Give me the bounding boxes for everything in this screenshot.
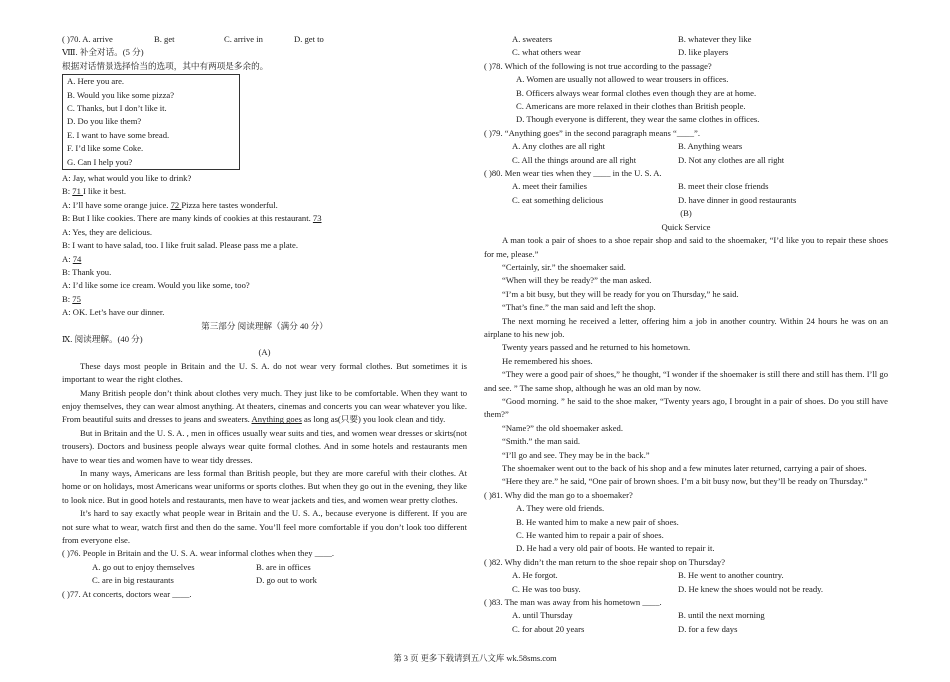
passage-b-paragraph: “That’s fine.” the man said and left the shop.	[502, 302, 656, 313]
dialog-text: A: I’ll have some orange juice.	[62, 199, 171, 210]
q80-options-row	[484, 194, 888, 207]
passage-b-paragraph: A man took a pair of shoes to a shoe repair shop and said to the shoemaker, “I’d like you to repair these shoes for me, please.”	[484, 235, 888, 259]
passage-a-paragraph: In many ways, Americans are less formal than British people, but they are more careful with their clothes. At home or on holidays, most Americans wear uniforms or sports clothes. But when they go out in the evening, they like to look nice. But in good hotels and restaurants, men have to wear jackets and ties, and women wear pretty clothes.	[62, 468, 467, 505]
dialog-speaker: B:	[62, 186, 73, 197]
q78-option-c: C. Americans are more relaxed in their clothes than British people.	[516, 101, 746, 112]
q80-option-a: A. meet their families	[512, 181, 587, 192]
q77-options-row	[484, 33, 888, 46]
passage-a-paragraph: But in Britain and the U. S. A. , men in offices usually wear suits and ties, and women wear dresses or skirts(not trousers). Doctors and business people always wear quite formal clothes. And in some hotels and restaurants men have to wear ties and women have to wear tidy dresses.	[62, 427, 467, 465]
dialog-speaker: B:	[62, 293, 73, 304]
q80-option-b: B. meet their close friends	[678, 181, 769, 192]
passage-b-paragraph: “I’ll go and see. They may be in the back.”	[502, 449, 650, 460]
passage-b-label: (B)	[680, 208, 692, 219]
right-column	[484, 33, 888, 636]
q81-stem: ( )81. Why did the man go to a shoemaker?	[484, 489, 633, 500]
q80-option-d: D. have dinner in good restaurants	[678, 194, 797, 205]
blank-73: 73	[312, 213, 322, 224]
passage-a-paragraph: These days most people in Britain and the U. S. A. do not wear very formal clothes. But sometimes it is important to wear the right clothes.	[62, 360, 467, 385]
q83-options-row	[484, 609, 888, 622]
q79-option-d: D. Not any clothes are all right	[678, 154, 785, 165]
q77-options-row	[484, 46, 888, 59]
section-8-instructions: 根据对话情景选择恰当的选项，其中有两项是多余的。	[62, 60, 269, 71]
question-70	[62, 33, 467, 46]
q77-option-a: A. sweaters	[512, 34, 553, 44]
box-option: G. Can I help you?	[67, 156, 133, 167]
q82-options-row	[484, 569, 888, 582]
q76-options-row	[62, 574, 467, 587]
passage-b-paragraph: “Name?” the old shoemaker asked.	[502, 422, 623, 433]
section-9-title: Ⅸ. 阅读理解。(40 分)	[62, 333, 143, 344]
passage-a-paragraph: It’s hard to say exactly what people wear in Britain and the U. S. A., because everyone is different. If you are not sure what to wear, watch first and then do the same. You’ll feel more comfortable if you don’t look too different from everyone else.	[62, 508, 467, 546]
q77-option-c: C. what others wear	[512, 47, 581, 58]
blank-74: 74	[72, 253, 82, 264]
q76-option-d: D. go out to work	[256, 575, 317, 586]
passage-b-paragraph: “I’m a bit busy, but they will be ready for you on Thursday,” he said.	[502, 288, 739, 299]
q76-options-row	[62, 561, 467, 574]
q80-options-row	[484, 180, 888, 193]
dialog-text: Pizza here tastes wonderful.	[181, 199, 278, 210]
q83-options-row	[484, 623, 888, 636]
passage-b-paragraph: The next morning he received a letter, offering him a job in another country. Within 24 hours he was on an airplane to his new job.	[484, 315, 888, 339]
q82-stem: ( )82. Why didn’t the man return to the shoe repair shop on Thursday?	[484, 556, 726, 567]
q76-option-b: B. are in offices	[256, 561, 311, 572]
box-option: C. Thanks, but I don’t like it.	[67, 103, 167, 114]
q79-options-row	[484, 154, 888, 167]
dialog-text: I like it best.	[83, 186, 126, 197]
passage-b-paragraph: “Certainly, sir.” the shoemaker said.	[502, 261, 626, 272]
dialog-line: A: Yes, they are delicious.	[62, 226, 152, 237]
q77-stem: ( )77. At concerts, doctors wear ____.	[62, 588, 192, 599]
part-3-title: 第三部分 阅读理解（满分 40 分）	[201, 320, 328, 331]
option-box	[62, 74, 240, 170]
paragraph-text: Many British people don’t think about clothes very much. They just like to be comfortable. When they want to enjoy themselves, they can wear almost anything. At theaters, cinemas and concerts you can wear whatever you like. From beautiful suits and dresses to jeans and sweaters.	[62, 387, 467, 425]
dialog-line: B: I want to have salad, too. I like fruit salad. Please pass me a plate.	[62, 240, 299, 251]
dialog-line: A: I’d like some ice cream. Would you like some, too?	[62, 280, 250, 291]
box-option: F. I’d like some Coke.	[67, 143, 144, 154]
q81-option-c: C. He wanted him to repair a pair of shoes.	[516, 530, 664, 541]
q70-option-c: C. arrive in	[224, 34, 263, 44]
q80-option-c: C. eat something delicious	[512, 194, 604, 205]
box-option: D. Do you like them?	[67, 116, 142, 127]
q76-option-c: C. are in big restaurants	[92, 575, 174, 586]
q82-option-c: C. He was too busy.	[512, 583, 581, 594]
passage-b-paragraph: The shoemaker went out to the back of his shop and a few minutes later returned, carrying a pair of shoes.	[502, 463, 867, 473]
dialog-speaker: A:	[62, 253, 73, 264]
q83-option-b: B. until the next morning	[678, 610, 765, 621]
dialog-line	[62, 293, 467, 306]
dialog-line	[62, 199, 467, 212]
passage-b-paragraph: Twenty years passed and he returned to his hometown.	[502, 342, 691, 353]
q70-stem: ( )70. A. arrive	[62, 34, 113, 44]
q79-options-row	[484, 140, 888, 153]
dialog-line	[62, 212, 467, 225]
q70-option-d: D. get to	[294, 34, 324, 44]
q79-option-b: B. Anything wears	[678, 141, 743, 152]
q70-option-b: B. get	[154, 34, 175, 44]
dialog-line: B: Thank you.	[62, 266, 112, 277]
q78-option-a: A. Women are usually not allowed to wear trousers in offices.	[516, 74, 729, 85]
q82-option-a: A. He forgot.	[512, 570, 558, 581]
q83-stem: ( )83. The man was away from his hometown ____.	[484, 597, 662, 608]
box-option: E. I want to have some bread.	[67, 129, 170, 140]
q79-option-c: C. All the things around are all right	[512, 154, 637, 165]
paragraph-text: as long as(只要) you look clean and tidy.	[301, 414, 446, 425]
q83-option-a: A. until Thursday	[512, 610, 573, 621]
box-option: B. Would you like some pizza?	[67, 89, 175, 100]
blank-75: 75	[72, 293, 81, 304]
passage-b-paragraph: “Smith.” the man said.	[502, 436, 581, 447]
passage-b-paragraph: “Good morning. ” he said to the shoe maker, “Twenty years ago, I brought in a pair of shoes. Do you still have them?”	[484, 395, 888, 420]
q82-option-b: B. He went to another country.	[678, 570, 784, 581]
passage-b-paragraph: He remembered his shoes.	[502, 355, 593, 366]
passage-b-paragraph: “Here they are.” he said, “One pair of brown shoes. I’m a bit busy now, but they’ll be ready on Thursday.”	[502, 476, 868, 487]
q82-option-d: D. He knew the shoes would not be ready.	[678, 583, 824, 594]
passage-a-label: (A)	[258, 347, 271, 358]
blank-71: 71	[72, 186, 84, 197]
q81-option-d: D. He had a very old pair of boots. He wanted to repair it.	[516, 543, 715, 554]
dialog-line	[62, 185, 467, 198]
underlined-phrase: Anything goes	[251, 414, 302, 425]
left-column	[62, 33, 467, 601]
dialog-text: B: But I like cookies. There are many kinds of cookies at this restaurant.	[62, 213, 313, 224]
q78-option-b: B. Officers always wear formal clothes even though they are at home.	[516, 87, 757, 98]
section-8-title: Ⅷ. 补全对话。(5 分)	[62, 47, 144, 58]
q76-option-a: A. go out to enjoy themselves	[92, 561, 195, 572]
dialog-line	[62, 253, 467, 266]
passage-b-paragraph: “They were a good pair of shoes,” he thought, “I wonder if the shoemaker is still there and still has them. I’ll go and see. ” The same shop, although he was an old man by now.	[484, 369, 888, 393]
q81-option-b: B. He wanted him to make a new pair of shoes.	[516, 516, 679, 527]
passage-b-paragraph: “When will they be ready?” the man asked.	[502, 275, 652, 286]
q78-option-d: D. Though everyone is different, they wear the same clothes in offices.	[516, 114, 760, 125]
q81-option-a: A. They were old friends.	[516, 503, 605, 514]
q77-option-b: B. whatever they like	[678, 34, 752, 44]
q77-option-d: D. like players	[678, 47, 729, 58]
q82-options-row	[484, 583, 888, 596]
q83-option-c: C. for about 20 years	[512, 623, 585, 634]
q79-option-a: A. Any clothes are all right	[512, 141, 606, 152]
q80-stem: ( )80. Men wear ties when they ____ in the U. S. A.	[484, 168, 662, 179]
q78-stem: ( )78. Which of the following is not true according to the passage?	[484, 60, 712, 71]
blank-72: 72	[170, 199, 182, 210]
passage-a-paragraph	[62, 387, 467, 427]
q76-stem: ( )76. People in Britain and the U. S. A. wear informal clothes when they ____.	[62, 548, 335, 559]
q79-stem: ( )79. “Anything goes” in the second paragraph means “____”.	[484, 127, 700, 138]
dialog-line: A: Jay, what would you like to drink?	[62, 173, 192, 184]
box-option: A. Here you are.	[67, 76, 125, 87]
page-footer: 第 3 页 更多下载请到五八文库 wk.58sms.com	[393, 654, 557, 663]
dialog-line: A: OK. Let’s have our dinner.	[62, 307, 165, 318]
passage-b-title: Quick Service	[661, 221, 711, 232]
q83-option-d: D. for a few days	[678, 623, 738, 634]
